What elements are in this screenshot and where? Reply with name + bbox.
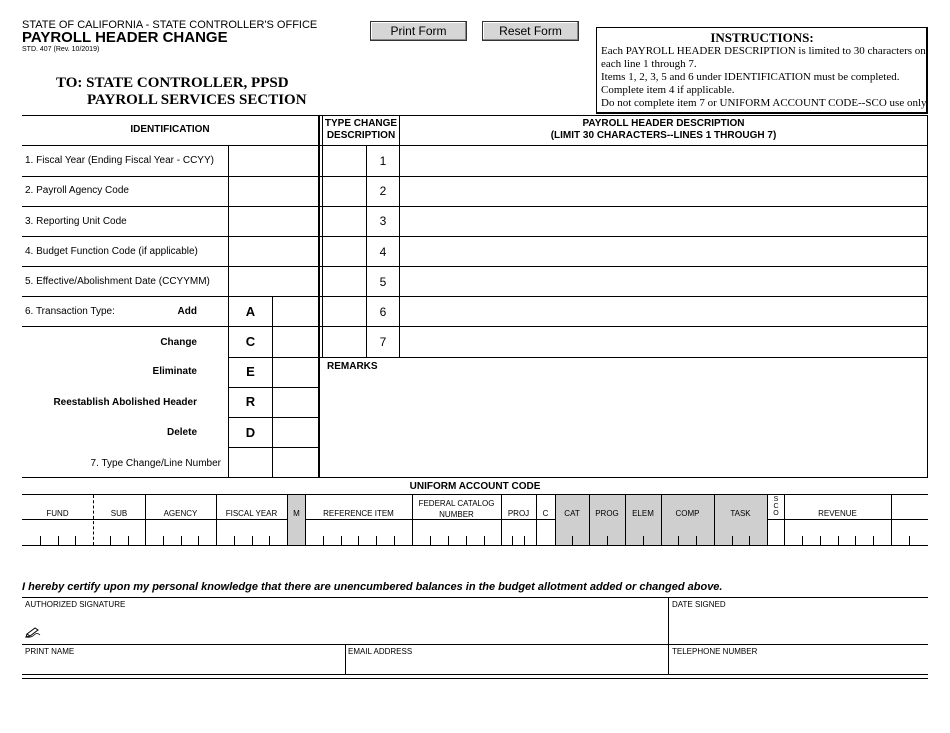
uac-col-federal-catalog: FEDERAL CATALOG NUMBER (418, 499, 495, 519)
transaction-change-label: Change (160, 337, 197, 348)
uac-col-agency: AGENCY (163, 509, 198, 518)
payroll-agency-code-input[interactable] (230, 178, 316, 205)
transaction-change-input[interactable] (274, 328, 317, 356)
form-number: STD. 407 (Rev. 10/2019) (22, 46, 100, 53)
print-name-input[interactable] (25, 657, 341, 673)
transaction-code-c: C (245, 334, 256, 349)
instructions-box (596, 27, 928, 114)
id-item-budget-function-code: 4. Budget Function Code (if applicable) (25, 246, 198, 257)
signature-pen-icon[interactable] (25, 626, 41, 638)
effective-date-input[interactable] (230, 268, 316, 295)
authorized-signature-input[interactable] (45, 612, 663, 642)
line-number: 1 (379, 154, 387, 168)
transaction-type-label: 6. Transaction Type: (25, 306, 115, 317)
uac-col-sub: SUB (110, 509, 128, 518)
transaction-code-d: D (245, 425, 256, 440)
id-item-fiscal-year: 1. Fiscal Year (Ending Fiscal Year - CCYY) (25, 155, 214, 166)
uac-col-fiscal-year: FISCAL YEAR (225, 509, 278, 518)
telephone-number-input[interactable] (672, 657, 924, 673)
date-signed-input[interactable] (672, 612, 924, 642)
transaction-reestablish-label: Reestablish Abolished Header (53, 397, 197, 408)
uac-col-proj: PROJ (507, 509, 530, 518)
uac-col-prog: PROG (595, 509, 619, 518)
instructions-title: INSTRUCTIONS: (710, 30, 814, 45)
print-form-button[interactable]: Print Form (370, 21, 467, 41)
transaction-eliminate-input[interactable] (274, 359, 317, 386)
line-number: 6 (379, 305, 387, 319)
description-line-1-input[interactable] (402, 147, 925, 175)
reporting-unit-code-input[interactable] (230, 208, 316, 235)
certification-statement: I hereby certify upon my personal knowledge that there are unencumbered balances in the budget allotment added or changed above. (22, 581, 723, 593)
instruction-line: Items 1, 2, 3, 5 and 6 under IDENTIFICATION must be completed. (601, 71, 900, 83)
telephone-number-label: TELEPHONE NUMBER (672, 647, 758, 656)
email-address-label: EMAIL ADDRESS (348, 647, 413, 656)
transaction-eliminate-label: Eliminate (152, 366, 197, 377)
uac-col-task: TASK (730, 509, 751, 518)
authorized-signature-label: AUTHORIZED SIGNATURE (25, 600, 126, 609)
sco-shaded-cells (556, 495, 768, 545)
instruction-line: each line 1 through 7. (601, 58, 697, 70)
identification-heading: IDENTIFICATION (130, 124, 210, 135)
description-line-5-input[interactable] (402, 268, 925, 295)
to-line-2: PAYROLL SERVICES SECTION (87, 92, 307, 108)
budget-function-code-input[interactable] (230, 238, 316, 265)
uac-col-m: M (293, 509, 300, 518)
uac-col-elem: ELEM (632, 509, 654, 518)
id-item-payroll-agency-code: 2. Payroll Agency Code (25, 185, 129, 196)
uac-col-c: C (542, 509, 549, 518)
date-signed-label: DATE SIGNED (672, 600, 726, 609)
id-item-type-change-line: 7. Type Change/Line Number (90, 458, 221, 469)
payroll-header-description-heading: PAYROLL HEADER DESCRIPTION (LIMIT 30 CHARACTERS--LINES 1 THROUGH 7) (550, 118, 777, 141)
transaction-add-input[interactable] (274, 298, 317, 325)
m-shaded-cell (288, 495, 305, 545)
instruction-line: Do not complete item 7 or UNIFORM ACCOUNT CODE--SCO use only. (601, 97, 929, 109)
uac-col-cat: CAT (564, 509, 580, 518)
id-item-reporting-unit-code: 3. Reporting Unit Code (25, 216, 127, 227)
to-line-1: TO: STATE CONTROLLER, PPSD (56, 75, 289, 91)
id-item-effective-date: 5. Effective/Abolishment Date (CCYYMM) (25, 276, 210, 287)
uac-col-fund: FUND (46, 509, 69, 518)
uac-col-reference-item: REFERENCE ITEM (323, 509, 394, 518)
description-line-4-input[interactable] (402, 238, 925, 265)
form-title: PAYROLL HEADER CHANGE (22, 29, 228, 46)
description-line-3-input[interactable] (402, 208, 925, 235)
line-number: 3 (379, 214, 387, 228)
description-line-6-input[interactable] (402, 298, 925, 325)
transaction-add-label: Add (177, 306, 197, 317)
instruction-line: Complete item 4 if applicable. (601, 84, 735, 96)
reset-form-button[interactable]: Reset Form (482, 21, 579, 41)
description-line-7-input[interactable] (402, 328, 925, 356)
print-name-label: PRINT NAME (25, 647, 75, 656)
line-number: 4 (379, 245, 387, 259)
email-address-input[interactable] (348, 657, 664, 673)
transaction-code-a: A (245, 304, 256, 319)
agency-name: STATE OF CALIFORNIA - STATE CONTROLLER'S OFFICE (22, 19, 318, 31)
line-number: 5 (379, 275, 387, 289)
line-number: 2 (379, 184, 387, 198)
transaction-code-e: E (246, 364, 255, 379)
uac-col-comp: COMP (675, 509, 700, 518)
remarks-textarea[interactable] (324, 374, 924, 475)
remarks-label: REMARKS (327, 361, 378, 372)
fund-sub-divider (93, 495, 94, 545)
transaction-delete-input[interactable] (274, 419, 317, 446)
transaction-delete-label: Delete (166, 427, 197, 438)
type-change-heading: TYPE CHANGE DESCRIPTION (324, 118, 398, 141)
description-line-2-input[interactable] (402, 178, 925, 205)
instruction-line: Each PAYROLL HEADER DESCRIPTION is limited to 30 characters on (601, 45, 926, 57)
uac-heading: UNIFORM ACCOUNT CODE (409, 481, 541, 492)
uac-col-revenue: REVENUE (818, 509, 857, 518)
transaction-reestablish-input[interactable] (274, 389, 317, 416)
uac-col-sco: S C O (773, 496, 779, 517)
line-number: 7 (379, 335, 387, 349)
transaction-code-r: R (245, 394, 256, 409)
fiscal-year-input[interactable] (230, 147, 316, 175)
